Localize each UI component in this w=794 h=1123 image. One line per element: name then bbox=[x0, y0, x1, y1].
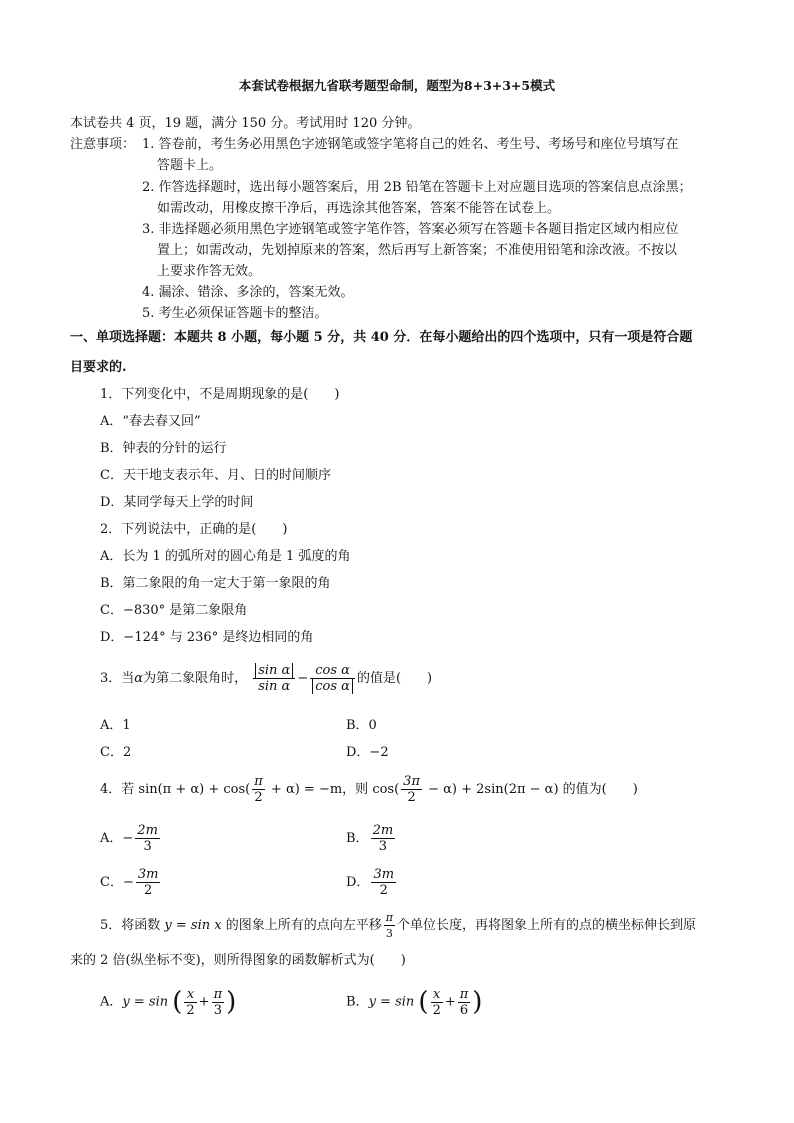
notice-2: 2. 作答选择题时，选出每小题答案后，用 2B 铅笔在答题卡上对应题目选项的答案信息点涂黑； bbox=[142, 180, 692, 195]
q4-option-a: A．− $\frac{2m}{3}$ bbox=[100, 823, 158, 854]
q1-option-a: A．“春去春又回” bbox=[100, 414, 201, 429]
q2-stem: 2．下列说法中，正确的是( ) bbox=[100, 522, 288, 537]
q3-stem: 3．当α为第二象限角时， $\frac{\text{sin α}}{\text{sin α}}$ − $\frac{\text{cos α}}{\text{cos α}}$ 的值是( ) bbox=[100, 663, 433, 694]
q2-option-c: C．−830° 是第二象限角 bbox=[100, 603, 248, 618]
intro-text: 本试卷共 4 页，19 题，满分 150 分。考试用时 120 分钟。 bbox=[70, 116, 421, 131]
q3-option-c: C．2 bbox=[100, 745, 132, 760]
q1-stem: 1．下列变化中，不是周期现象的是( ) bbox=[100, 387, 340, 402]
q3-option-d: D．−2 bbox=[346, 745, 389, 760]
q3-option-a: A．1 bbox=[100, 718, 131, 733]
notice-4: 4. 漏涂、错涂、多涂的，答案无效。 bbox=[142, 285, 354, 300]
notice-5: 5. 考生必须保证答题卡的整洁。 bbox=[142, 306, 328, 321]
q5-stem-cont: 来的 2 倍(纵坐标不变)，则所得图象的函数解析式为( ) bbox=[70, 953, 406, 968]
section-heading-cont: 目要求的. bbox=[70, 360, 127, 375]
notice-3-cont: 置上；如需改动，先划掉原来的答案，然后再写上新答案；不准使用铅笔和涂改液。不按以 bbox=[157, 243, 678, 258]
notice-label: 注意事项： bbox=[70, 137, 136, 152]
q5-fraction-pi-3: $\frac{\pi}{3}$ bbox=[385, 911, 393, 940]
q5-option-b: B．y = sin ( $\frac{x}{2}$ + $\frac{\pi}{6}$ ) bbox=[346, 986, 483, 1018]
notice-2-cont: 如需改动，用橡皮擦干净后，再选涂其他答案，答案不能答在试卷上。 bbox=[157, 201, 561, 216]
q3-fraction-1: $\frac{\text{sin α}}{\text{sin α}}$ bbox=[253, 663, 295, 694]
page-title: 本套试卷根据九省联考题型命制，题型为8+3+3+5模式 bbox=[238, 78, 556, 93]
notice-1-cont: 答题卡上。 bbox=[157, 158, 223, 173]
q1-option-c: C．天干地支表示年、月、日的时间顺序 bbox=[100, 468, 331, 483]
q4-option-d: D． $\frac{3m}{2}$ bbox=[346, 867, 395, 898]
q2-option-b: B．第二象限的角一定大于第一象限的角 bbox=[100, 576, 331, 591]
q3-option-b: B．0 bbox=[346, 718, 377, 733]
q4-stem: 4．若 sin(π + α) + cos( $\frac{\pi}{2}$ + α) = −m，则 cos( $\frac{3\pi}{2}$ − α) + 2sin(2π − α) 的值为( ) bbox=[100, 774, 638, 805]
q1-option-d: D．某同学每天上学的时间 bbox=[100, 495, 254, 510]
notice-3: 3. 非选择题必须用黑色字迹钢笔或签字笔作答，答案必须写在答题卡各题目指定区域内相应位 bbox=[142, 222, 679, 237]
notice-1: 1. 答卷前，考生务必用黑色字迹钢笔或签字笔将自己的姓名、考生号、考场号和座位号填写在 bbox=[142, 137, 679, 152]
q5-stem: 5．将函数 y = sin x 的图象上所有的点向左平移 $\frac{\pi}{3}$ 个单位长度，再将图象上所有的点的横坐标伸长到原 bbox=[100, 911, 696, 940]
q4-option-c: C．− $\frac{3m}{2}$ bbox=[100, 867, 159, 898]
q4-fraction-pi-2: $\frac{\pi}{2}$ bbox=[254, 774, 263, 805]
q2-option-d: D．−124° 与 236° 是终边相同的角 bbox=[100, 630, 314, 645]
section-heading: 一、单项选择题：本题共 8 小题，每小题 5 分，共 40 分．在每小题给出的四个选项中，只有一项是符合题 bbox=[70, 330, 693, 345]
notice-3-cont2: 上要求作答无效。 bbox=[157, 264, 262, 279]
q4-fraction-3pi-2: $\frac{3\pi}{2}$ bbox=[403, 774, 420, 805]
q5-option-a: A．y = sin ( $\frac{x}{2}$ + $\frac{\pi}{3}$ ) bbox=[100, 986, 237, 1018]
q3-fraction-2: $\frac{\text{cos α}}{\text{cos α}}$ bbox=[310, 663, 355, 694]
q4-option-b: B． $\frac{2m}{3}$ bbox=[346, 823, 394, 854]
q2-option-a: A．长为 1 的弧所对的圆心角是 1 弧度的角 bbox=[100, 549, 351, 564]
q1-option-b: B．钟表的分针的运行 bbox=[100, 441, 227, 456]
